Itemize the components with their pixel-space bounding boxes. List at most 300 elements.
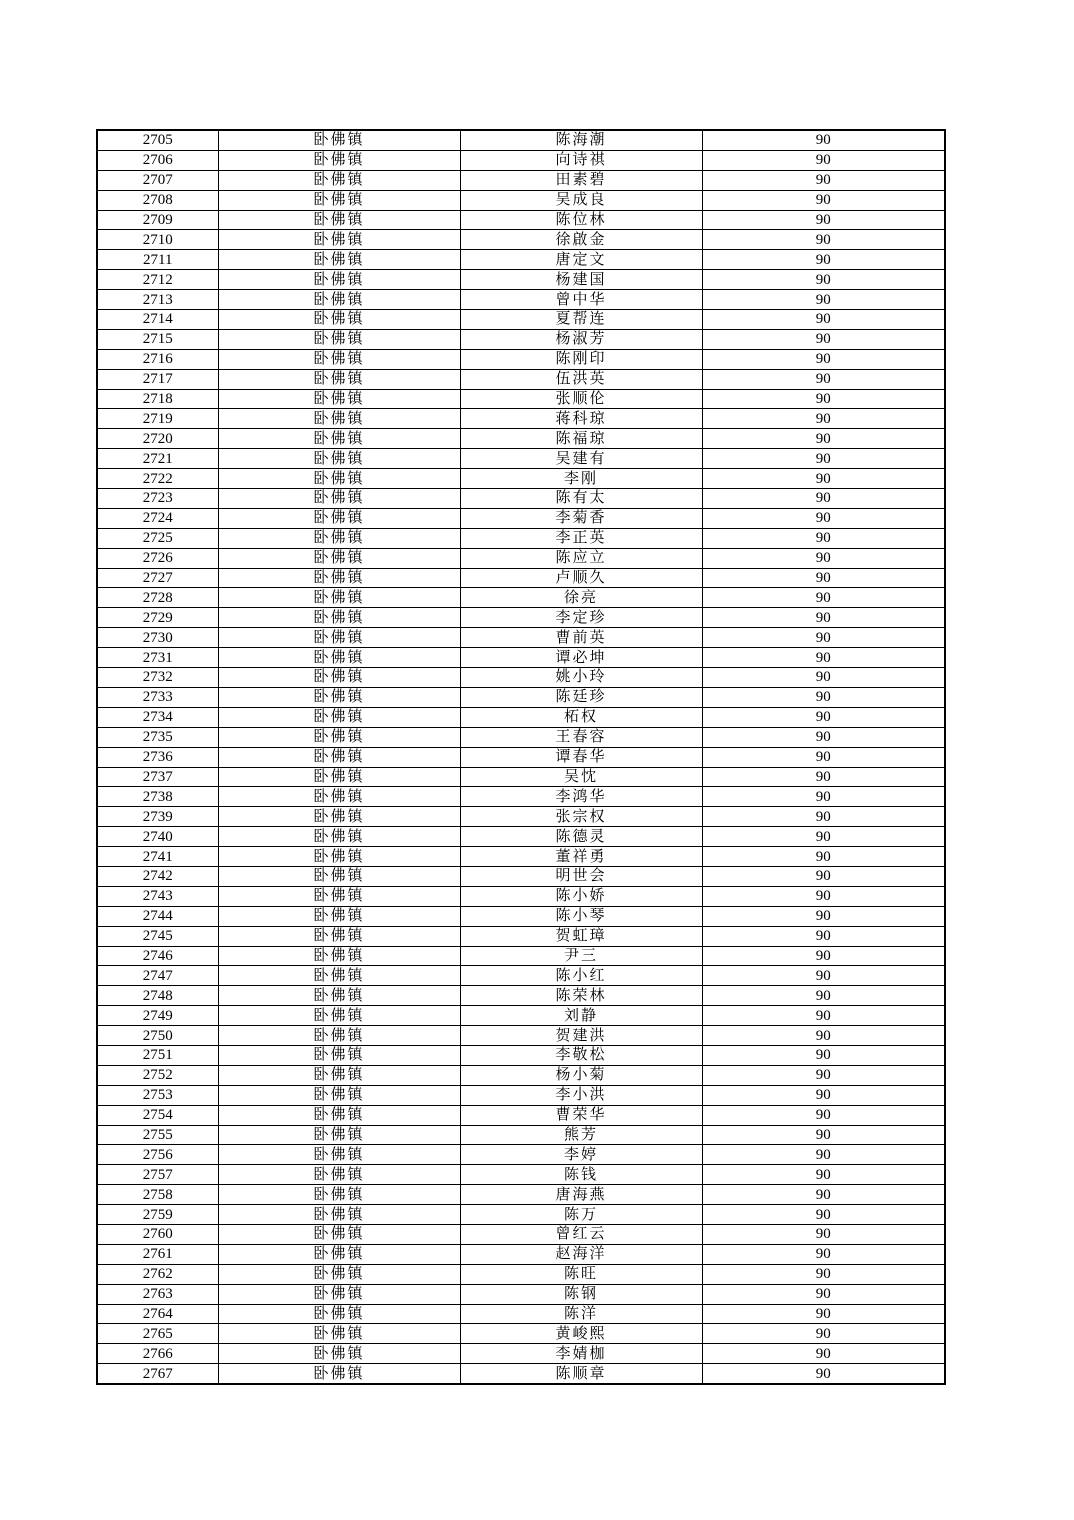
table-row xyxy=(97,628,945,648)
town-cell: 卧佛镇 xyxy=(218,926,460,946)
town-cell: 卧佛镇 xyxy=(218,429,460,449)
town-cell: 卧佛镇 xyxy=(218,1105,460,1125)
table-row xyxy=(97,1045,945,1065)
amount-cell: 90 xyxy=(702,668,945,688)
table-row xyxy=(97,1065,945,1085)
table-row xyxy=(97,847,945,867)
table-row xyxy=(97,1006,945,1026)
table-row xyxy=(97,469,945,489)
row-number-cell: 2742 xyxy=(97,866,218,886)
table-row xyxy=(97,886,945,906)
table-row xyxy=(97,1304,945,1324)
table-row xyxy=(97,429,945,449)
row-number-cell: 2733 xyxy=(97,687,218,707)
name-cell: 李正英 xyxy=(460,528,702,548)
table-row xyxy=(97,946,945,966)
table-row xyxy=(97,290,945,310)
name-cell: 陈福琼 xyxy=(460,429,702,449)
table-row xyxy=(97,250,945,270)
town-cell: 卧佛镇 xyxy=(218,1185,460,1205)
town-cell: 卧佛镇 xyxy=(218,687,460,707)
amount-cell: 90 xyxy=(702,1264,945,1284)
row-number-cell: 2747 xyxy=(97,966,218,986)
name-cell: 李敬松 xyxy=(460,1045,702,1065)
amount-cell: 90 xyxy=(702,1045,945,1065)
row-number-cell: 2746 xyxy=(97,946,218,966)
town-cell: 卧佛镇 xyxy=(218,886,460,906)
name-cell: 明世会 xyxy=(460,866,702,886)
amount-cell: 90 xyxy=(702,310,945,330)
table-row xyxy=(97,906,945,926)
town-cell: 卧佛镇 xyxy=(218,767,460,787)
row-number-cell: 2720 xyxy=(97,429,218,449)
name-cell: 夏帮连 xyxy=(460,310,702,330)
amount-cell: 90 xyxy=(702,1205,945,1225)
row-number-cell: 2756 xyxy=(97,1145,218,1165)
town-cell: 卧佛镇 xyxy=(218,986,460,1006)
amount-cell: 90 xyxy=(702,648,945,668)
name-cell: 张顺伦 xyxy=(460,389,702,409)
town-cell: 卧佛镇 xyxy=(218,150,460,170)
row-number-cell: 2732 xyxy=(97,668,218,688)
table-row xyxy=(97,489,945,509)
table-row xyxy=(97,1284,945,1304)
name-cell: 杨小菊 xyxy=(460,1065,702,1085)
row-number-cell: 2752 xyxy=(97,1065,218,1085)
table-row xyxy=(97,409,945,429)
amount-cell: 90 xyxy=(702,1125,945,1145)
amount-cell: 90 xyxy=(702,150,945,170)
row-number-cell: 2719 xyxy=(97,409,218,429)
town-cell: 卧佛镇 xyxy=(218,250,460,270)
table-row xyxy=(97,866,945,886)
town-cell: 卧佛镇 xyxy=(218,1304,460,1324)
town-cell: 卧佛镇 xyxy=(218,707,460,727)
row-number-cell: 2749 xyxy=(97,1006,218,1026)
name-cell: 谭春华 xyxy=(460,747,702,767)
table-row xyxy=(97,270,945,290)
table-row xyxy=(97,986,945,1006)
town-cell: 卧佛镇 xyxy=(218,1264,460,1284)
row-number-cell: 2706 xyxy=(97,150,218,170)
table-row xyxy=(97,329,945,349)
row-number-cell: 2734 xyxy=(97,707,218,727)
name-cell: 李婧枷 xyxy=(460,1344,702,1364)
name-cell: 陈德灵 xyxy=(460,827,702,847)
name-cell: 王春容 xyxy=(460,727,702,747)
amount-cell: 90 xyxy=(702,1165,945,1185)
town-cell: 卧佛镇 xyxy=(218,946,460,966)
town-cell: 卧佛镇 xyxy=(218,1085,460,1105)
row-number-cell: 2765 xyxy=(97,1324,218,1344)
row-number-cell: 2712 xyxy=(97,270,218,290)
town-cell: 卧佛镇 xyxy=(218,588,460,608)
amount-cell: 90 xyxy=(702,429,945,449)
amount-cell: 90 xyxy=(702,449,945,469)
table-row xyxy=(97,548,945,568)
table-row xyxy=(97,767,945,787)
name-cell: 贺虹璋 xyxy=(460,926,702,946)
amount-cell: 90 xyxy=(702,747,945,767)
amount-cell: 90 xyxy=(702,290,945,310)
table-row xyxy=(97,210,945,230)
amount-cell: 90 xyxy=(702,130,945,150)
amount-cell: 90 xyxy=(702,847,945,867)
row-number-cell: 2711 xyxy=(97,250,218,270)
town-cell: 卧佛镇 xyxy=(218,1344,460,1364)
row-number-cell: 2710 xyxy=(97,230,218,250)
table-row xyxy=(97,1085,945,1105)
row-number-cell: 2755 xyxy=(97,1125,218,1145)
amount-cell: 90 xyxy=(702,1185,945,1205)
name-cell: 徐啟金 xyxy=(460,230,702,250)
town-cell: 卧佛镇 xyxy=(218,1165,460,1185)
amount-cell: 90 xyxy=(702,866,945,886)
table-row xyxy=(97,707,945,727)
town-cell: 卧佛镇 xyxy=(218,508,460,528)
row-number-cell: 2761 xyxy=(97,1244,218,1264)
table-row xyxy=(97,687,945,707)
name-cell: 曹荣华 xyxy=(460,1105,702,1125)
table-row xyxy=(97,807,945,827)
row-number-cell: 2751 xyxy=(97,1045,218,1065)
name-cell: 李鸿华 xyxy=(460,787,702,807)
town-cell: 卧佛镇 xyxy=(218,270,460,290)
amount-cell: 90 xyxy=(702,1324,945,1344)
table-row xyxy=(97,449,945,469)
row-number-cell: 2713 xyxy=(97,290,218,310)
name-cell: 陈有太 xyxy=(460,489,702,509)
table-row xyxy=(97,150,945,170)
name-cell: 陈洋 xyxy=(460,1304,702,1324)
name-cell: 陈廷珍 xyxy=(460,687,702,707)
table-row xyxy=(97,349,945,369)
name-cell: 陈钢 xyxy=(460,1284,702,1304)
amount-cell: 90 xyxy=(702,707,945,727)
town-cell: 卧佛镇 xyxy=(218,130,460,150)
table-row xyxy=(97,508,945,528)
row-number-cell: 2745 xyxy=(97,926,218,946)
town-cell: 卧佛镇 xyxy=(218,1364,460,1384)
table-row xyxy=(97,1205,945,1225)
row-number-cell: 2725 xyxy=(97,528,218,548)
table-row xyxy=(97,568,945,588)
row-number-cell: 2743 xyxy=(97,886,218,906)
town-cell: 卧佛镇 xyxy=(218,1224,460,1244)
name-cell: 蒋科琼 xyxy=(460,409,702,429)
amount-cell: 90 xyxy=(702,170,945,190)
town-cell: 卧佛镇 xyxy=(218,469,460,489)
table-row xyxy=(97,190,945,210)
amount-cell: 90 xyxy=(702,727,945,747)
town-cell: 卧佛镇 xyxy=(218,747,460,767)
name-cell: 陈小娇 xyxy=(460,886,702,906)
town-cell: 卧佛镇 xyxy=(218,190,460,210)
name-cell: 李婷 xyxy=(460,1145,702,1165)
row-number-cell: 2705 xyxy=(97,130,218,150)
town-cell: 卧佛镇 xyxy=(218,807,460,827)
table-row xyxy=(97,727,945,747)
amount-cell: 90 xyxy=(702,230,945,250)
amount-cell: 90 xyxy=(702,608,945,628)
row-number-cell: 2741 xyxy=(97,847,218,867)
name-cell: 李小洪 xyxy=(460,1085,702,1105)
table-body xyxy=(97,130,945,1384)
amount-cell: 90 xyxy=(702,1224,945,1244)
amount-cell: 90 xyxy=(702,329,945,349)
amount-cell: 90 xyxy=(702,1304,945,1324)
row-number-cell: 2759 xyxy=(97,1205,218,1225)
town-cell: 卧佛镇 xyxy=(218,727,460,747)
amount-cell: 90 xyxy=(702,1105,945,1125)
name-cell: 尹三 xyxy=(460,946,702,966)
amount-cell: 90 xyxy=(702,369,945,389)
row-number-cell: 2726 xyxy=(97,548,218,568)
amount-cell: 90 xyxy=(702,1026,945,1046)
row-number-cell: 2740 xyxy=(97,827,218,847)
table-row xyxy=(97,1344,945,1364)
name-cell: 陈万 xyxy=(460,1205,702,1225)
name-cell: 陈小琴 xyxy=(460,906,702,926)
amount-cell: 90 xyxy=(702,807,945,827)
name-cell: 伍洪英 xyxy=(460,369,702,389)
name-cell: 杨建国 xyxy=(460,270,702,290)
amount-cell: 90 xyxy=(702,1085,945,1105)
town-cell: 卧佛镇 xyxy=(218,1125,460,1145)
table-row xyxy=(97,966,945,986)
town-cell: 卧佛镇 xyxy=(218,329,460,349)
name-cell: 张宗权 xyxy=(460,807,702,827)
row-number-cell: 2760 xyxy=(97,1224,218,1244)
row-number-cell: 2744 xyxy=(97,906,218,926)
amount-cell: 90 xyxy=(702,1344,945,1364)
amount-cell: 90 xyxy=(702,489,945,509)
name-cell: 李定珍 xyxy=(460,608,702,628)
table-row xyxy=(97,648,945,668)
town-cell: 卧佛镇 xyxy=(218,827,460,847)
town-cell: 卧佛镇 xyxy=(218,528,460,548)
row-number-cell: 2707 xyxy=(97,170,218,190)
town-cell: 卧佛镇 xyxy=(218,210,460,230)
name-cell: 曹前英 xyxy=(460,628,702,648)
row-number-cell: 2721 xyxy=(97,449,218,469)
name-cell: 贺建洪 xyxy=(460,1026,702,1046)
table-row xyxy=(97,1145,945,1165)
row-number-cell: 2730 xyxy=(97,628,218,648)
data-table xyxy=(96,129,946,1385)
name-cell: 曾中华 xyxy=(460,290,702,310)
name-cell: 陈荣林 xyxy=(460,986,702,1006)
town-cell: 卧佛镇 xyxy=(218,449,460,469)
row-number-cell: 2714 xyxy=(97,310,218,330)
name-cell: 谭必坤 xyxy=(460,648,702,668)
name-cell: 姚小玲 xyxy=(460,668,702,688)
town-cell: 卧佛镇 xyxy=(218,1145,460,1165)
amount-cell: 90 xyxy=(702,548,945,568)
town-cell: 卧佛镇 xyxy=(218,866,460,886)
row-number-cell: 2736 xyxy=(97,747,218,767)
row-number-cell: 2738 xyxy=(97,787,218,807)
town-cell: 卧佛镇 xyxy=(218,310,460,330)
amount-cell: 90 xyxy=(702,1284,945,1304)
amount-cell: 90 xyxy=(702,1364,945,1384)
amount-cell: 90 xyxy=(702,469,945,489)
table-row xyxy=(97,1224,945,1244)
table-row xyxy=(97,1125,945,1145)
row-number-cell: 2715 xyxy=(97,329,218,349)
name-cell: 向诗祺 xyxy=(460,150,702,170)
table-row xyxy=(97,827,945,847)
table-row xyxy=(97,747,945,767)
row-number-cell: 2724 xyxy=(97,508,218,528)
table-row xyxy=(97,130,945,150)
row-number-cell: 2731 xyxy=(97,648,218,668)
name-cell: 赵海洋 xyxy=(460,1244,702,1264)
table-row xyxy=(97,1264,945,1284)
amount-cell: 90 xyxy=(702,349,945,369)
row-number-cell: 2739 xyxy=(97,807,218,827)
amount-cell: 90 xyxy=(702,886,945,906)
town-cell: 卧佛镇 xyxy=(218,369,460,389)
amount-cell: 90 xyxy=(702,906,945,926)
name-cell: 陈钱 xyxy=(460,1165,702,1185)
row-number-cell: 2723 xyxy=(97,489,218,509)
table-row xyxy=(97,230,945,250)
table-row xyxy=(97,369,945,389)
amount-cell: 90 xyxy=(702,389,945,409)
amount-cell: 90 xyxy=(702,568,945,588)
row-number-cell: 2716 xyxy=(97,349,218,369)
table-row xyxy=(97,310,945,330)
name-cell: 曾红云 xyxy=(460,1224,702,1244)
table-row xyxy=(97,1105,945,1125)
row-number-cell: 2763 xyxy=(97,1284,218,1304)
row-number-cell: 2729 xyxy=(97,608,218,628)
amount-cell: 90 xyxy=(702,210,945,230)
table-row xyxy=(97,668,945,688)
table-row xyxy=(97,787,945,807)
row-number-cell: 2766 xyxy=(97,1344,218,1364)
town-cell: 卧佛镇 xyxy=(218,170,460,190)
town-cell: 卧佛镇 xyxy=(218,1006,460,1026)
amount-cell: 90 xyxy=(702,190,945,210)
town-cell: 卧佛镇 xyxy=(218,1026,460,1046)
row-number-cell: 2750 xyxy=(97,1026,218,1046)
row-number-cell: 2753 xyxy=(97,1085,218,1105)
row-number-cell: 2717 xyxy=(97,369,218,389)
table-row xyxy=(97,528,945,548)
town-cell: 卧佛镇 xyxy=(218,966,460,986)
amount-cell: 90 xyxy=(702,508,945,528)
row-number-cell: 2762 xyxy=(97,1264,218,1284)
amount-cell: 90 xyxy=(702,628,945,648)
name-cell: 吴忱 xyxy=(460,767,702,787)
row-number-cell: 2722 xyxy=(97,469,218,489)
amount-cell: 90 xyxy=(702,827,945,847)
amount-cell: 90 xyxy=(702,270,945,290)
name-cell: 李菊香 xyxy=(460,508,702,528)
name-cell: 吴建有 xyxy=(460,449,702,469)
name-cell: 杨淑芳 xyxy=(460,329,702,349)
row-number-cell: 2757 xyxy=(97,1165,218,1185)
town-cell: 卧佛镇 xyxy=(218,668,460,688)
town-cell: 卧佛镇 xyxy=(218,628,460,648)
name-cell: 黄峻熙 xyxy=(460,1324,702,1344)
name-cell: 熊芳 xyxy=(460,1125,702,1145)
table-row xyxy=(97,926,945,946)
amount-cell: 90 xyxy=(702,588,945,608)
town-cell: 卧佛镇 xyxy=(218,1205,460,1225)
name-cell: 吴成良 xyxy=(460,190,702,210)
name-cell: 柘权 xyxy=(460,707,702,727)
amount-cell: 90 xyxy=(702,250,945,270)
town-cell: 卧佛镇 xyxy=(218,389,460,409)
row-number-cell: 2754 xyxy=(97,1105,218,1125)
table-row xyxy=(97,1165,945,1185)
table-row xyxy=(97,170,945,190)
town-cell: 卧佛镇 xyxy=(218,906,460,926)
row-number-cell: 2758 xyxy=(97,1185,218,1205)
town-cell: 卧佛镇 xyxy=(218,409,460,429)
name-cell: 唐定文 xyxy=(460,250,702,270)
name-cell: 卢顺久 xyxy=(460,568,702,588)
name-cell: 唐海燕 xyxy=(460,1185,702,1205)
town-cell: 卧佛镇 xyxy=(218,1284,460,1304)
row-number-cell: 2727 xyxy=(97,568,218,588)
amount-cell: 90 xyxy=(702,946,945,966)
table-row xyxy=(97,1324,945,1344)
amount-cell: 90 xyxy=(702,1145,945,1165)
row-number-cell: 2737 xyxy=(97,767,218,787)
amount-cell: 90 xyxy=(702,687,945,707)
name-cell: 陈小红 xyxy=(460,966,702,986)
town-cell: 卧佛镇 xyxy=(218,648,460,668)
row-number-cell: 2767 xyxy=(97,1364,218,1384)
table-row xyxy=(97,1364,945,1384)
amount-cell: 90 xyxy=(702,528,945,548)
name-cell: 徐亮 xyxy=(460,588,702,608)
amount-cell: 90 xyxy=(702,986,945,1006)
row-number-cell: 2728 xyxy=(97,588,218,608)
name-cell: 陈刚印 xyxy=(460,349,702,369)
table-row xyxy=(97,588,945,608)
town-cell: 卧佛镇 xyxy=(218,1045,460,1065)
town-cell: 卧佛镇 xyxy=(218,1324,460,1344)
amount-cell: 90 xyxy=(702,966,945,986)
name-cell: 陈旺 xyxy=(460,1264,702,1284)
name-cell: 陈应立 xyxy=(460,548,702,568)
row-number-cell: 2764 xyxy=(97,1304,218,1324)
name-cell: 陈位林 xyxy=(460,210,702,230)
town-cell: 卧佛镇 xyxy=(218,349,460,369)
town-cell: 卧佛镇 xyxy=(218,787,460,807)
table-row xyxy=(97,1185,945,1205)
row-number-cell: 2735 xyxy=(97,727,218,747)
row-number-cell: 2748 xyxy=(97,986,218,1006)
name-cell: 刘静 xyxy=(460,1006,702,1026)
amount-cell: 90 xyxy=(702,767,945,787)
table-row xyxy=(97,1026,945,1046)
row-number-cell: 2709 xyxy=(97,210,218,230)
amount-cell: 90 xyxy=(702,926,945,946)
town-cell: 卧佛镇 xyxy=(218,230,460,250)
row-number-cell: 2708 xyxy=(97,190,218,210)
town-cell: 卧佛镇 xyxy=(218,1244,460,1264)
name-cell: 董祥勇 xyxy=(460,847,702,867)
town-cell: 卧佛镇 xyxy=(218,489,460,509)
name-cell: 陈海潮 xyxy=(460,130,702,150)
amount-cell: 90 xyxy=(702,1244,945,1264)
